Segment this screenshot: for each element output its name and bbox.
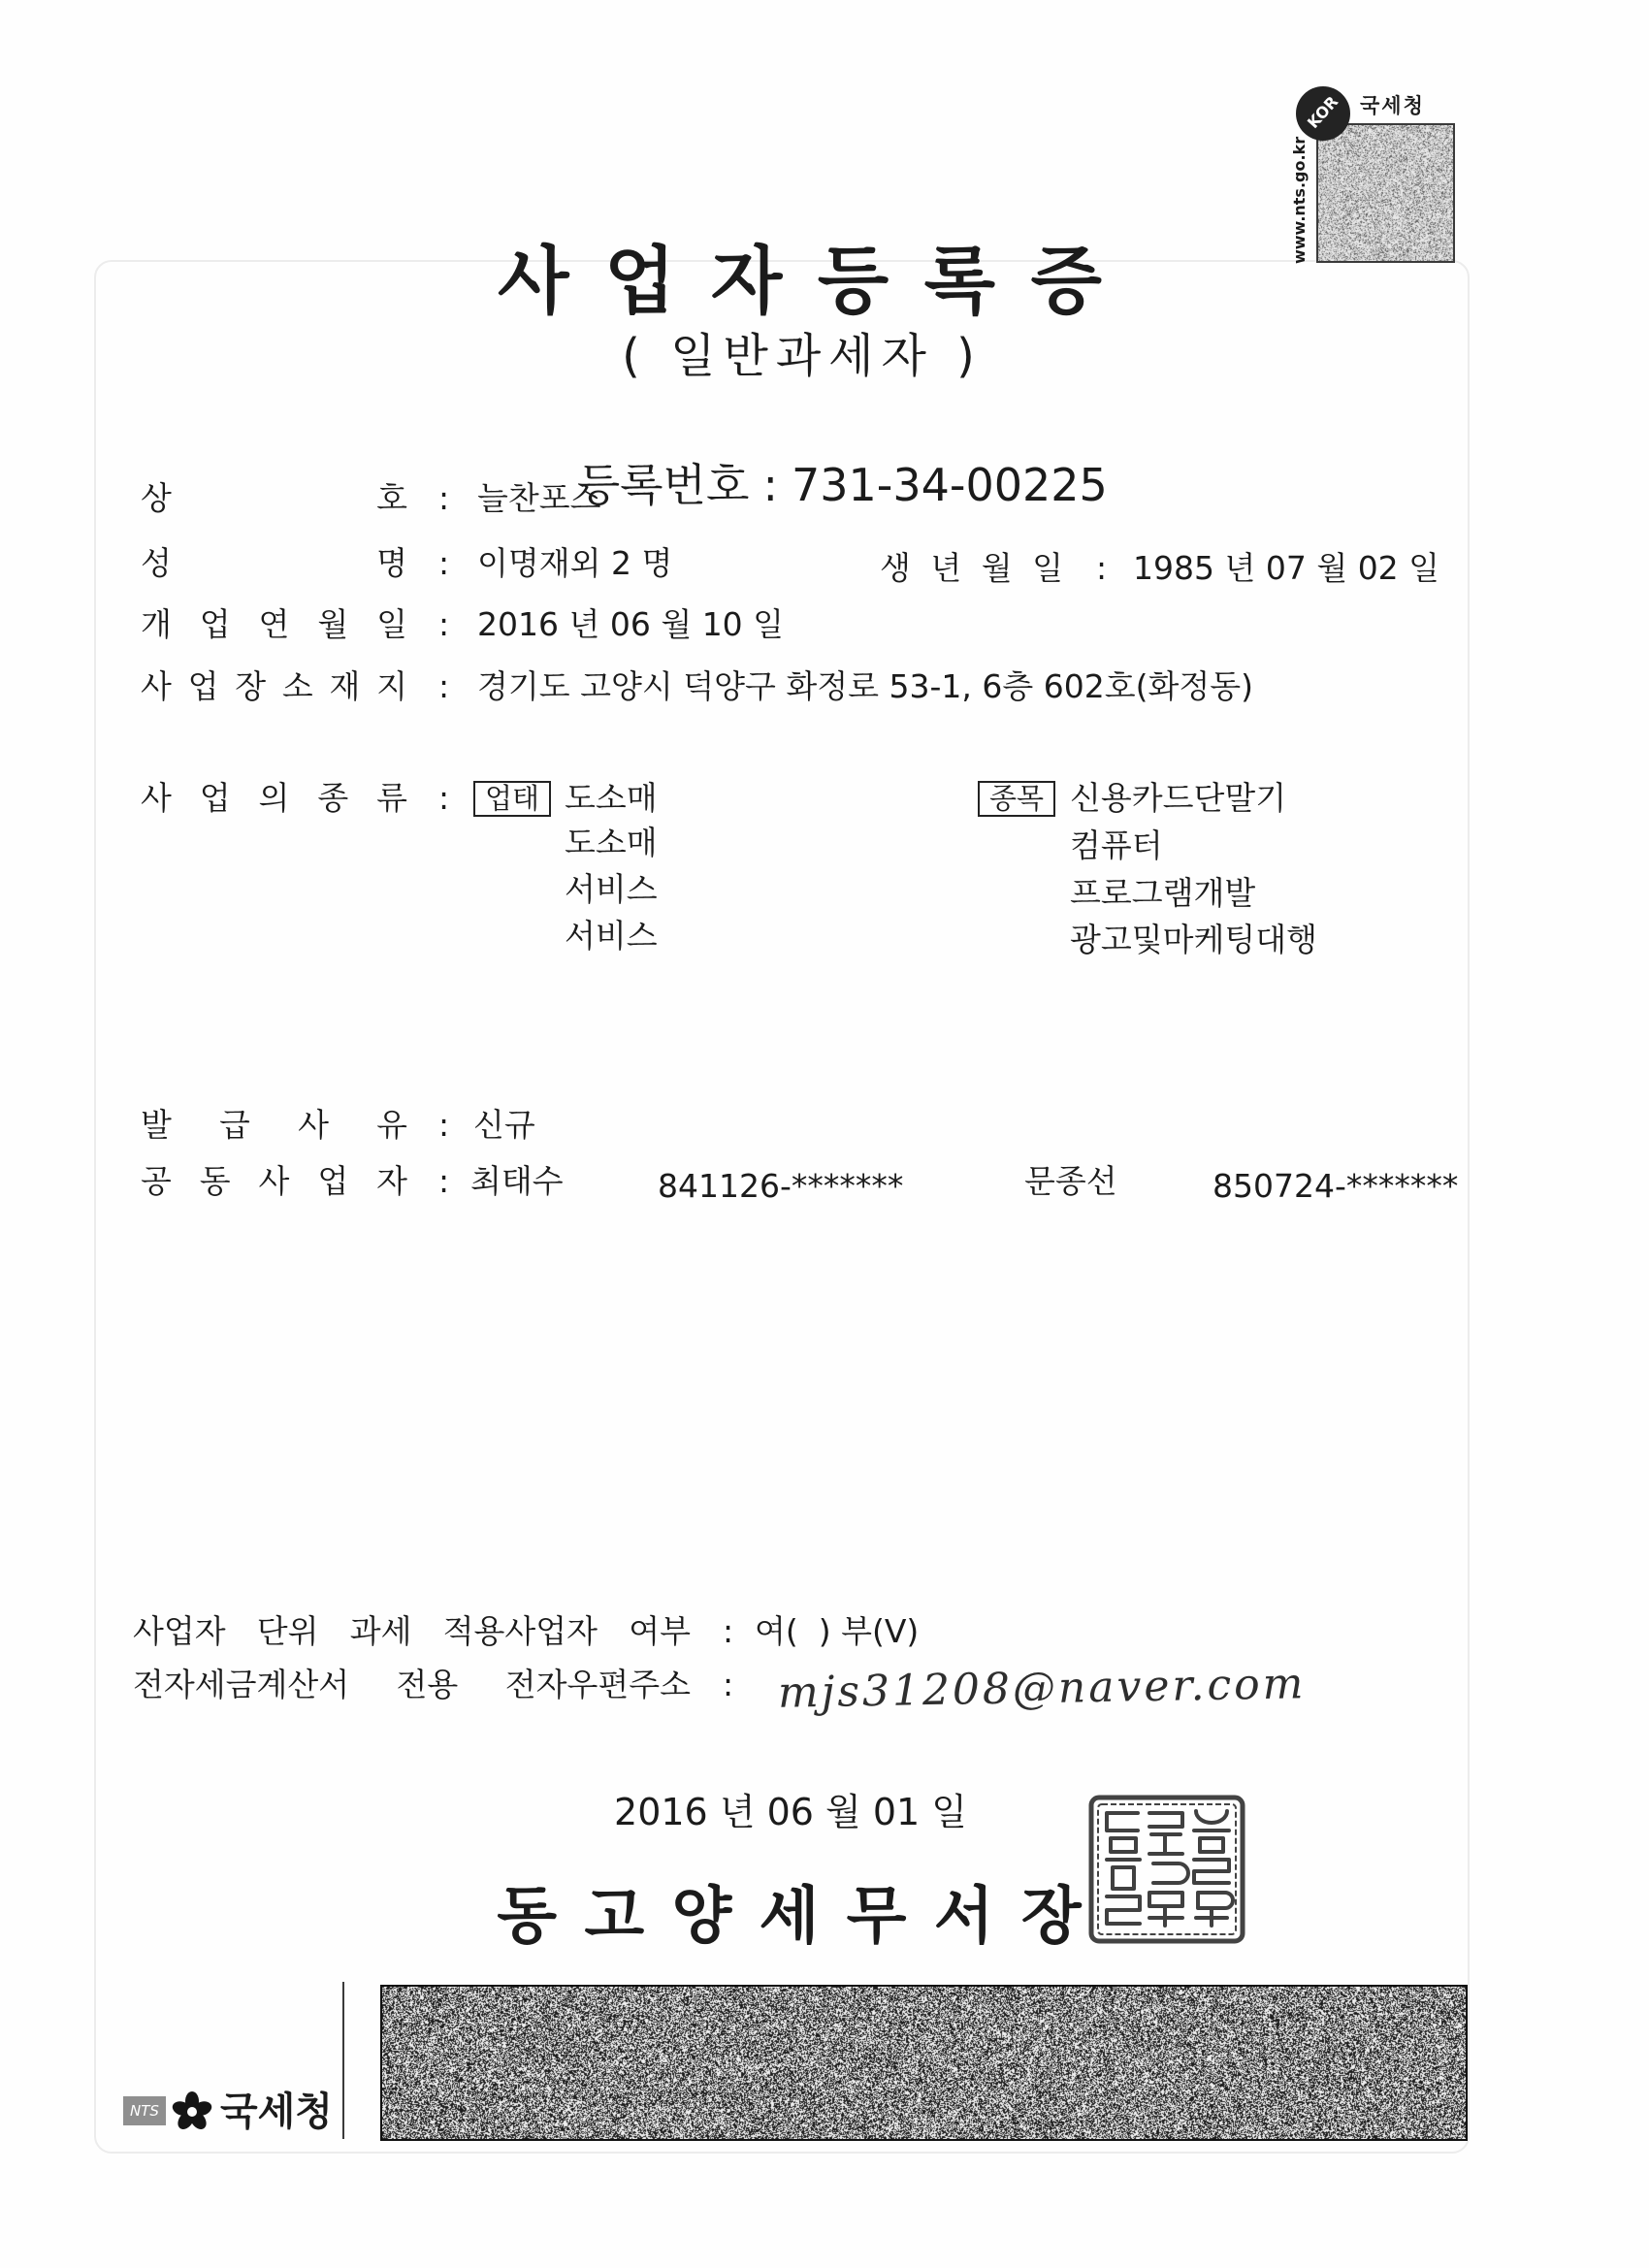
verification-pattern bbox=[1318, 125, 1453, 261]
business-type-label: 사 업 의 종 류 bbox=[141, 779, 407, 817]
category-item: 도소매 bbox=[565, 824, 658, 861]
business-item-row bbox=[0, 921, 1649, 959]
divider-line bbox=[342, 1982, 344, 2139]
address-label: 사 업 장 소 재 지 bbox=[141, 667, 407, 705]
registration-number: 731-34-00225 bbox=[791, 459, 1108, 511]
nts-header-name: 국세청 bbox=[1360, 94, 1425, 117]
business-item: 신용카드단말기 bbox=[1070, 779, 1287, 817]
kor-badge-icon bbox=[1296, 86, 1350, 141]
category-item: 도소매 bbox=[565, 779, 658, 817]
colon: : bbox=[723, 1612, 734, 1650]
issuing-office: 동 고 양 세 무 서 장 bbox=[497, 1881, 1084, 1953]
category-item: 서비스 bbox=[565, 870, 658, 908]
business-item: 광고및마케팅대행 bbox=[1070, 921, 1318, 958]
business-item: 프로그램개발 bbox=[1070, 874, 1256, 912]
colon: : bbox=[438, 479, 450, 517]
colon: : bbox=[438, 1162, 450, 1200]
trade-name-label: 상 호 bbox=[141, 479, 407, 517]
issue-reason-label: 발 급 사 유 bbox=[141, 1106, 407, 1144]
issue-reason-value: 신규 bbox=[473, 1106, 535, 1144]
issue-reason-row bbox=[0, 1106, 1649, 1145]
registration-number-label: 등록번호 bbox=[576, 459, 750, 511]
business-item-row bbox=[0, 826, 1649, 865]
opening-date-row bbox=[0, 605, 1649, 644]
representative-value: 이명재외 2 명 bbox=[477, 544, 673, 582]
joint-owners-label: 공 동 사 업 자 bbox=[141, 1162, 407, 1200]
joint-owner-id: 841126-******* bbox=[658, 1167, 904, 1205]
joint-owners-row bbox=[0, 1162, 1649, 1205]
business-item-row bbox=[0, 874, 1649, 913]
address-value: 경기도 고양시 덕양구 화정로 53-1, 6층 602호(화정동) bbox=[477, 667, 1253, 705]
taxpayer-type: ( 일반과세자 ) bbox=[622, 329, 983, 383]
issue-date: 2016 년 06 월 01 일 bbox=[614, 1791, 967, 1833]
item-tag: 종목 bbox=[978, 781, 1055, 817]
official-seal-stamp bbox=[1087, 1794, 1246, 1945]
e-invoice-email-value: mjs31208@naver.com bbox=[777, 1659, 1307, 1718]
nts-header-url: www.nts.go.kr bbox=[1290, 136, 1309, 264]
joint-owner-id: 850724-******* bbox=[1212, 1167, 1459, 1205]
nts-abbreviation: NTS bbox=[123, 2096, 166, 2125]
colon: : bbox=[1096, 549, 1108, 587]
colon: : bbox=[438, 667, 450, 705]
colon: : bbox=[438, 1106, 450, 1144]
colon: : bbox=[438, 779, 450, 817]
business-type-row bbox=[0, 779, 1649, 818]
opening-date-label: 개 업 연 월 일 bbox=[141, 605, 407, 643]
category-tag: 업태 bbox=[473, 781, 551, 817]
colon: : bbox=[723, 1666, 734, 1703]
category-item: 서비스 bbox=[565, 917, 658, 955]
security-pattern-box bbox=[380, 1985, 1468, 2141]
colon: : bbox=[438, 544, 450, 582]
joint-owner-name: 최태수 bbox=[470, 1162, 564, 1200]
nts-emblem-icon bbox=[171, 2090, 213, 2133]
kor-badge-text: KOR bbox=[1303, 92, 1342, 133]
unit-taxation-value: 여( ) 부(V) bbox=[755, 1612, 920, 1650]
opening-date-value: 2016 년 06 월 10 일 bbox=[477, 605, 785, 643]
document-title: 사 업 자 등 록 증 bbox=[498, 238, 1107, 324]
trade-name-row bbox=[0, 479, 1649, 518]
registration-separator: : bbox=[762, 459, 778, 511]
birth-date-row bbox=[0, 549, 1649, 588]
unit-taxation-label: 사업자 단위 과세 적용사업자 여부 bbox=[133, 1612, 691, 1650]
birth-date-label: 생 년 월 일 bbox=[880, 549, 1063, 587]
birth-date-value: 1985 년 07 월 02 일 bbox=[1133, 549, 1440, 587]
joint-owner-name: 문종선 bbox=[1024, 1162, 1117, 1200]
security-pattern bbox=[382, 1987, 1466, 2139]
verification-pattern-box bbox=[1316, 123, 1455, 263]
colon: : bbox=[438, 605, 450, 643]
unit-taxation-row bbox=[0, 1612, 1649, 1651]
address-row bbox=[0, 667, 1649, 706]
nts-footer-name: 국세청 bbox=[220, 2090, 333, 2134]
business-item: 컴퓨터 bbox=[1070, 826, 1163, 864]
e-invoice-email-label: 전자세금계산서 전용 전자우편주소 bbox=[133, 1666, 691, 1703]
trade-name-value: 늘찬포스 bbox=[477, 479, 601, 517]
representative-label: 성 명 bbox=[141, 544, 407, 582]
